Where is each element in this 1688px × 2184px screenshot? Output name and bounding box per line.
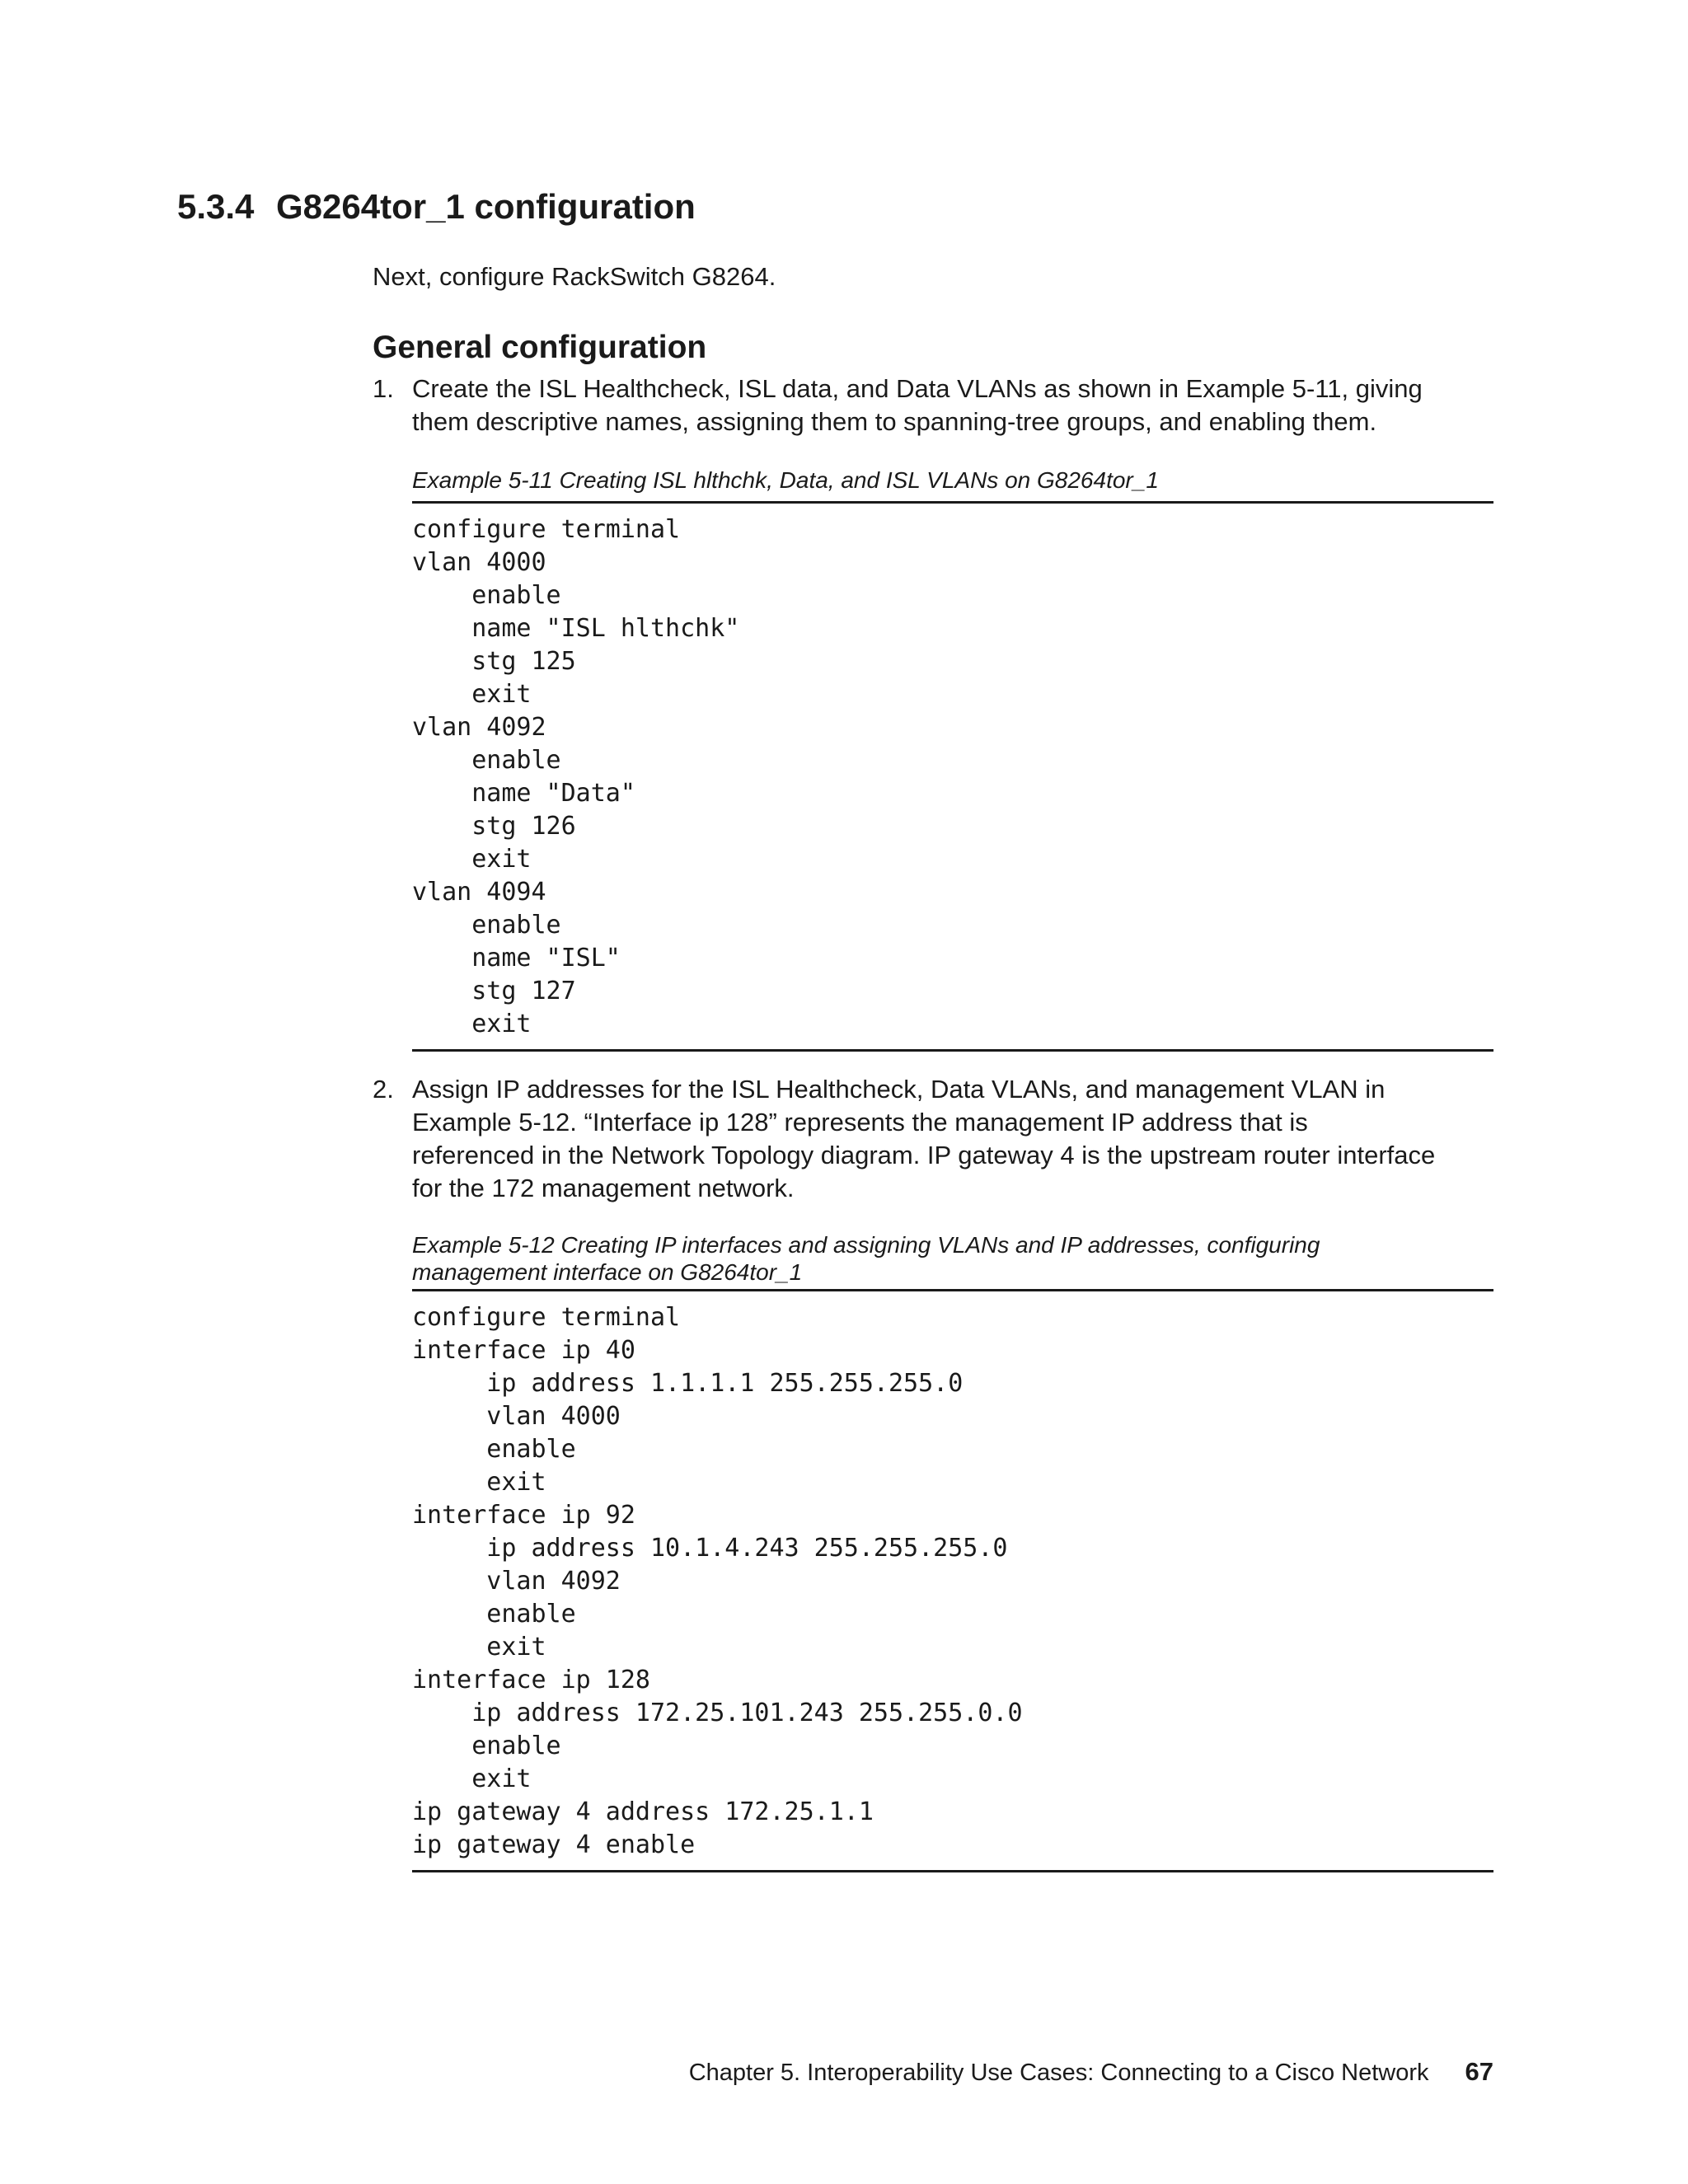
code-line: enable xyxy=(412,746,561,775)
step-item xyxy=(373,373,1493,438)
code-line: exit xyxy=(412,680,532,709)
code-line: stg 127 xyxy=(412,977,576,1005)
code-line: ip gateway 4 enable xyxy=(412,1830,696,1859)
code-line: configure terminal xyxy=(412,515,681,544)
step-text: Assign IP addresses for the ISL Healthcheck, Data VLANs, and management VLAN in Example 5-12. “Interface ip 128” represents the management IP address that is referenced in the Network Topology diagram. IP gateway 4 is the upstream router interface for the 172 management network. xyxy=(412,1075,1436,1202)
code-line: enable xyxy=(412,911,561,940)
section-number: 5.3.4 xyxy=(177,187,255,226)
code-line: ip address 172.25.101.243 255.255.0.0 xyxy=(412,1699,1023,1727)
example-caption: Example 5-11 Creating ISL hlthchk, Data, and ISL VLANs on G8264tor_1 xyxy=(412,467,1159,493)
code-line: name "Data" xyxy=(412,779,635,808)
code-line: ip address 10.1.4.243 255.255.255.0 xyxy=(412,1534,1008,1563)
code-line: enable xyxy=(412,1732,561,1760)
code-line: vlan 4094 xyxy=(412,878,546,907)
code-line: ip gateway 4 address 172.25.1.1 xyxy=(412,1797,874,1826)
page-footer xyxy=(689,2055,1493,2089)
footer-chapter: Chapter 5. Interoperability Use Cases: Connecting to a Cisco Network xyxy=(688,2060,1429,2086)
code-line: vlan 4000 xyxy=(412,548,546,577)
code-line: enable xyxy=(412,1435,576,1464)
code-line: exit xyxy=(412,1765,532,1793)
code-block xyxy=(412,1289,1493,1872)
code-lines xyxy=(412,1291,1493,1870)
code-line: vlan 4000 xyxy=(412,1402,621,1431)
section-title: G8264tor_1 configuration xyxy=(276,187,696,226)
code-line: exit xyxy=(412,1633,546,1661)
code-line: interface ip 40 xyxy=(412,1336,635,1365)
step-number: 2. xyxy=(373,1075,394,1104)
step-text: Create the ISL Healthcheck, ISL data, and Data VLANs as shown in Example 5-11, giving them descriptive names, assigning them to spanning-tree groups, and enabling them. xyxy=(412,374,1423,436)
page-number: 67 xyxy=(1465,2057,1493,2086)
code-line: stg 126 xyxy=(412,812,576,841)
code-line: configure terminal xyxy=(412,1303,681,1332)
code-line: vlan 4092 xyxy=(412,713,546,742)
code-line: exit xyxy=(412,1468,546,1497)
code-line: enable xyxy=(412,581,561,610)
code-line: ip address 1.1.1.1 255.255.255.0 xyxy=(412,1369,964,1398)
section-heading xyxy=(177,186,696,227)
code-line: vlan 4092 xyxy=(412,1567,621,1596)
code-line: name "ISL" xyxy=(412,944,621,972)
code-line: interface ip 92 xyxy=(412,1501,635,1530)
step-number: 1. xyxy=(373,374,394,403)
code-line: exit xyxy=(412,1010,532,1038)
code-line: stg 125 xyxy=(412,647,576,676)
code-line: enable xyxy=(412,1600,576,1629)
step-item xyxy=(373,1073,1493,1205)
example-caption: Example 5-12 Creating IP interfaces and assigning VLANs and IP addresses, configuring management interface on G8264tor_1 xyxy=(412,1232,1320,1285)
code-line: interface ip 128 xyxy=(412,1666,650,1694)
subheading: General configuration xyxy=(373,330,707,365)
code-lines xyxy=(412,504,1493,1049)
intro-paragraph: Next, configure RackSwitch G8264. xyxy=(373,262,776,291)
code-line: exit xyxy=(412,845,532,874)
code-line: name "ISL hlthchk" xyxy=(412,614,740,643)
code-block xyxy=(412,501,1493,1052)
